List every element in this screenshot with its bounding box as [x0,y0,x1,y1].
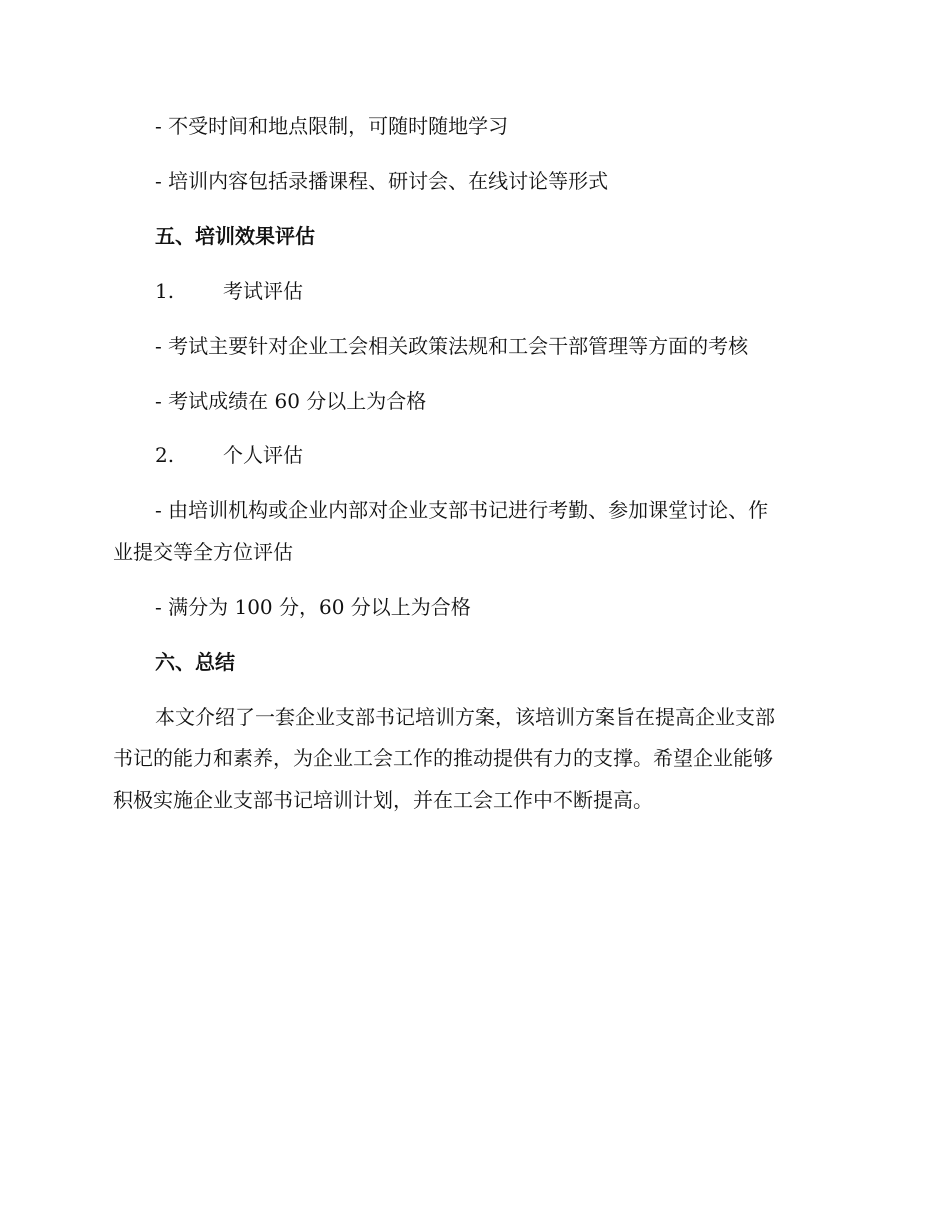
bullet-exam-scope: - 考试主要针对企业工会相关政策法规和工会干部管理等方面的考核 [155,334,749,358]
summary-paragraph-line2: 书记的能力和素养，为企业工会工作的推动提供有力的支撑。希望企业能够 [113,746,773,770]
list-title-personal: 个人评估 [223,443,303,467]
summary-paragraph-line3: 积极实施企业支部书记培训计划，并在工会工作中不断提高。 [113,788,653,812]
list-title-exam: 考试评估 [223,279,303,303]
bullet-training-content: - 培训内容包括录播课程、研讨会、在线讨论等形式 [155,169,609,193]
bullet-personal-pass: - 满分为 100 分，60 分以上为合格 [155,595,471,619]
list-number-1: 1. [155,279,175,303]
bullet-flexible-learning: - 不受时间和地点限制，可随时随地学习 [155,114,509,138]
bullet-personal-eval-line2: 业提交等全方位评估 [113,540,293,564]
section-heading-evaluation: 五、培训效果评估 [155,224,315,248]
list-number-2: 2. [155,443,175,467]
bullet-personal-eval-line1: - 由培训机构或企业内部对企业支部书记进行考勤、参加课堂讨论、作 [155,498,769,522]
section-heading-summary: 六、总结 [155,650,235,674]
bullet-exam-pass: - 考试成绩在 60 分以上为合格 [155,389,427,413]
summary-paragraph-line1: 本文介绍了一套企业支部书记培训方案，该培训方案旨在提高企业支部 [155,705,775,729]
